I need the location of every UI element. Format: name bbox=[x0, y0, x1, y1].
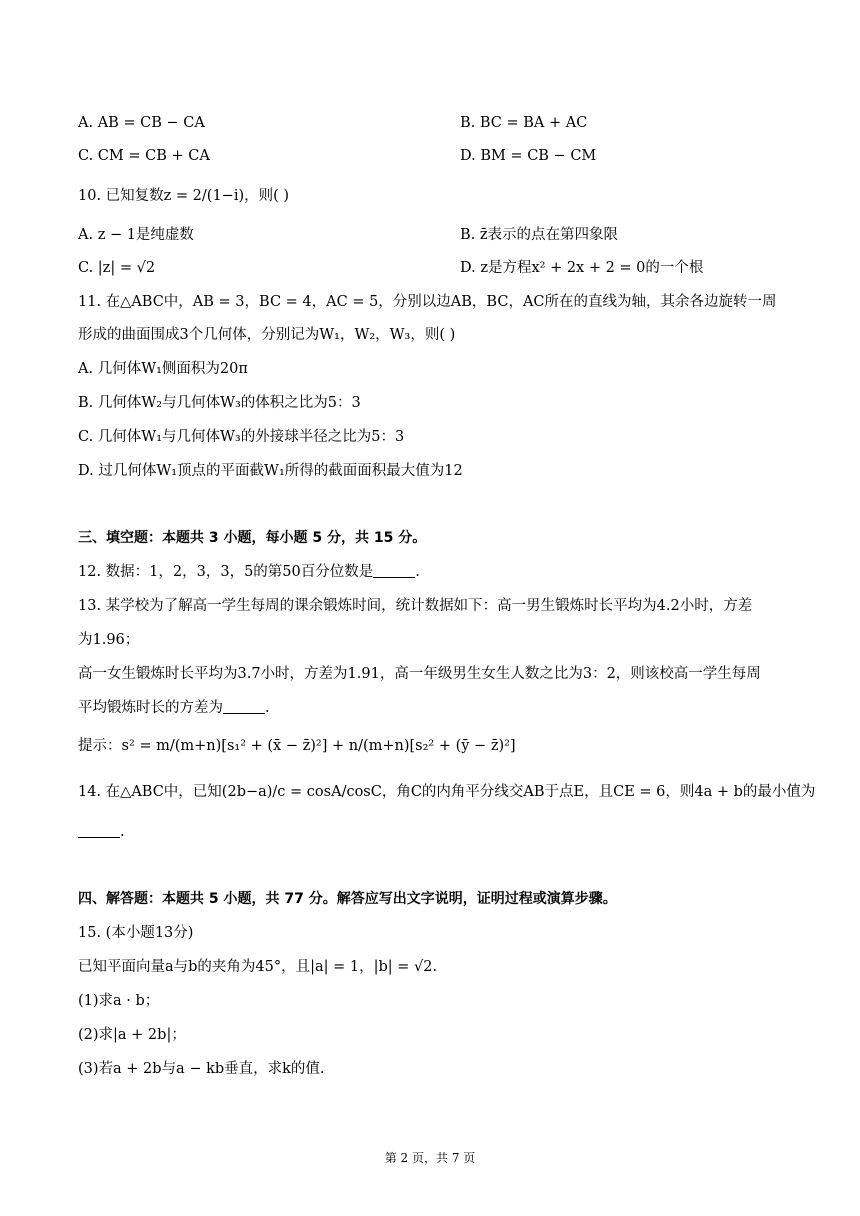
q15-stem: 已知平面向量a与b的夹角为45°，且|a| = 1，|b| = √2. bbox=[78, 959, 438, 975]
q15-part1: (1)求a · b； bbox=[78, 993, 160, 1009]
q13-line4: 平均锻炼时长的方差为 . bbox=[78, 700, 270, 716]
q9-option-b: B. BC = BA + AC bbox=[460, 115, 588, 131]
q13-line2: 为1.96； bbox=[78, 632, 140, 648]
q10-option-a: A. z − 1是纯虚数 bbox=[78, 227, 194, 243]
q14-answer-line: . bbox=[78, 822, 125, 842]
q14-answer-blank bbox=[78, 823, 120, 838]
q10-options-row1 bbox=[78, 225, 619, 245]
q11-option-c: C. 几何体W₁与几何体W₃的外接球半径之比为5：3 bbox=[78, 429, 405, 445]
q9-option-a: A. AB = CB − CA bbox=[78, 115, 205, 131]
q15-header: 15. (本小题13分) bbox=[78, 925, 194, 941]
q10-option-b: B. z̄表示的点在第四象限 bbox=[460, 227, 619, 243]
q13-hint: 提示：s² = m/(m+n)[s₁² + (x̄ − z̄)²] + n/(m+n)[s₂² + (ȳ − z̄)²] bbox=[78, 738, 516, 754]
section3-title: 三、填空题：本题共 3 小题，每小题 5 分，共 15 分。 bbox=[78, 530, 427, 546]
q9-options-row1 bbox=[78, 113, 588, 133]
q12: 12. 数据：1，2，3，3，5的第50百分位数是 . bbox=[78, 564, 420, 580]
q10-options-row2 bbox=[78, 258, 704, 278]
q11-option-a: A. 几何体W₁侧面积为20π bbox=[78, 361, 248, 377]
q11-option-b: B. 几何体W₂与几何体W₃的体积之比为5：3 bbox=[78, 395, 361, 411]
q13-line4-text: 平均锻炼时长的方差为 bbox=[78, 700, 223, 716]
q10-option-d: D. z是方程x² + 2x + 2 = 0的一个根 bbox=[460, 260, 704, 276]
q12-answer-blank bbox=[373, 563, 415, 578]
page-footer: 第 2 页，共 7 页 bbox=[384, 1151, 476, 1165]
q15-part3: (3)若a + 2b与a − kb垂直，求k的值. bbox=[78, 1061, 325, 1077]
q10-option-c: C. |z| = √2 bbox=[78, 260, 156, 276]
q12-stem: 12. 数据：1，2，3，3，5的第50百分位数是 bbox=[78, 564, 374, 580]
q13-answer-blank bbox=[223, 699, 265, 714]
q15-part2: (2)求|a + 2b|； bbox=[78, 1027, 186, 1043]
section4-title: 四、解答题：本题共 5 小题，共 77 分。解答应写出文字说明，证明过程或演算步骤。 bbox=[78, 891, 617, 907]
q11-stem-line1: 11. 在△ABC中，AB = 3，BC = 4，AC = 5，分别以边AB，BC，AC所在的直线为轴，其余各边旋转一周 bbox=[78, 294, 777, 310]
q11-option-d: D. 过几何体W₁顶点的平面截W₁所得的截面面积最大值为12 bbox=[78, 463, 463, 479]
q13-line3: 高一女生锻炼时长平均为3.7小时，方差为1.91，高一年级男生女生人数之比为3：2，则该校高一学生每周 bbox=[78, 666, 761, 682]
q11-stem-line2: 形成的曲面围成3个几何体，分别记为W₁，W₂，W₃，则( ) bbox=[78, 327, 456, 343]
q9-options-row2 bbox=[78, 146, 597, 166]
q9-option-c: C. CM = CB + CA bbox=[78, 148, 210, 164]
q13-line1: 13. 某学校为了解高一学生每周的课余锻炼时间，统计数据如下：高一男生锻炼时长平均为4.2小时，方差 bbox=[78, 598, 753, 614]
q10-stem: 10. 已知复数z = 2/(1−i)，则( ) bbox=[78, 188, 290, 204]
q14-stem: 14. 在△ABC中，已知(2b−a)/c = cosA/cosC，角C的内角平分线交AB于点E，且CE = 6，则4a + b的最小值为 bbox=[78, 784, 816, 800]
q9-option-d: D. BM = CB − CM bbox=[460, 148, 597, 164]
